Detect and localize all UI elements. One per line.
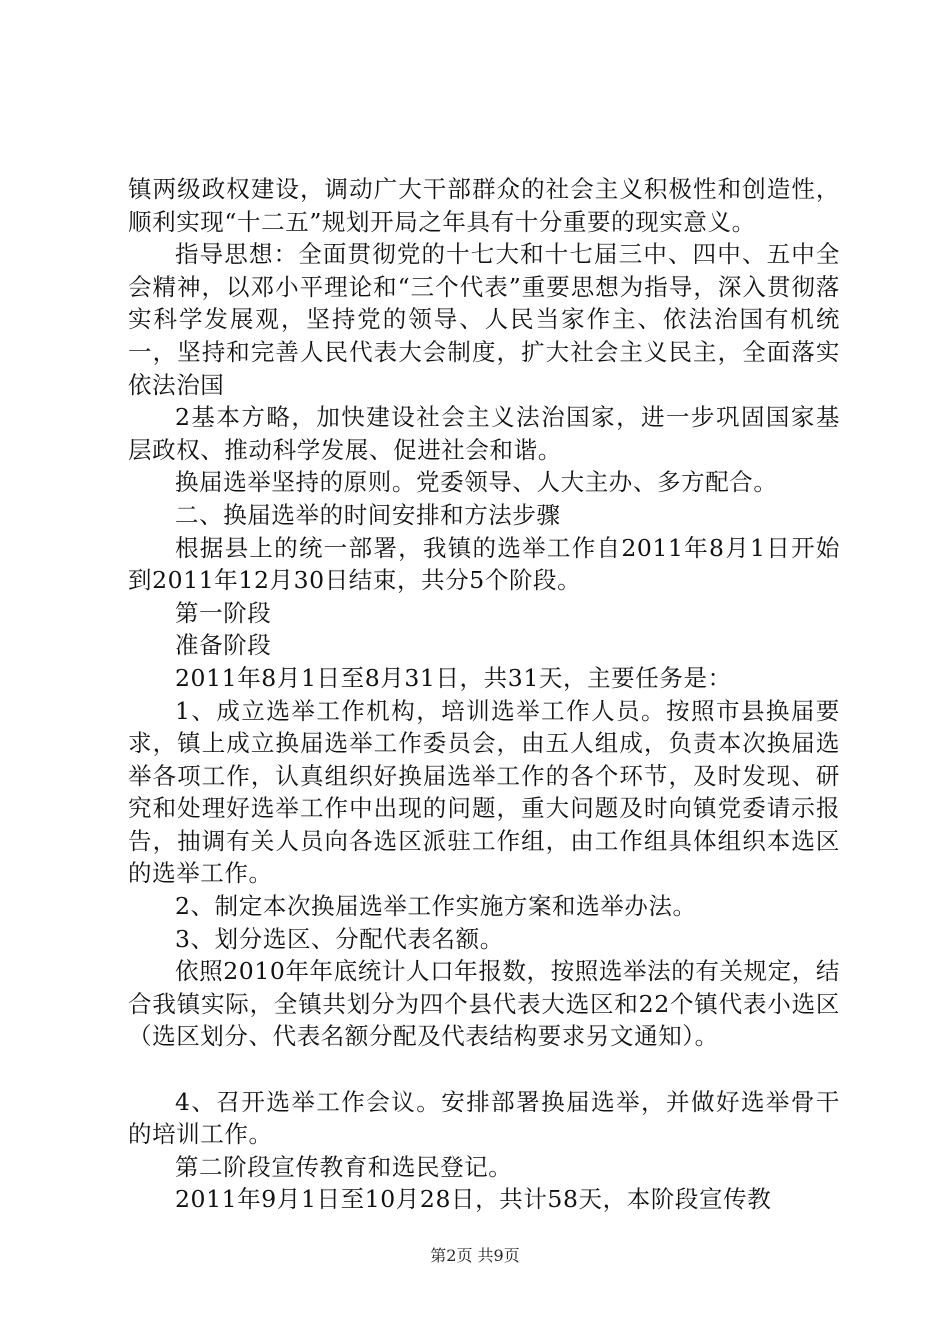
- paragraph: 指导思想：全面贯彻党的十七大和十七届三中、四中、五中全会精神，以邓小平理论和“三个代表”重要思想为指导，深入贯彻落实科学发展观，坚持党的领导、人民当家作主、依法治国有机统一，坚持和完善人民代表大会制度，扩大社会主义民主，全面落实依法治国: [128, 240, 840, 399]
- paragraph: [128, 1053, 840, 1086]
- page-footer: 第2页 共9页: [430, 1246, 520, 1265]
- paragraph: 根据县上的统一部署，我镇的选举工作自2011年8月1日开始到2011年12月30日结束，共分5个阶段。: [128, 533, 840, 595]
- paragraph: 2011年9月1日至10月28日，共计58天，本阶段宣传教: [175, 1185, 772, 1214]
- document-body: [128, 173, 840, 1216]
- paragraph: 第二阶段宣传教育和选民登记。: [175, 1152, 513, 1181]
- paragraph: 3、划分选区、分配代表名额。: [175, 924, 504, 953]
- paragraph: 1、成立选举工作机构，培训选举工作人员。按照市县换届要求，镇上成立换届选举工作委员会，由五人组成，负责本次换届选举各项工作，认真组织好换届选举工作的各个环节，及时发现、研究和处理好选举工作中出现的问题，重大问题及时向镇党委请示报告，抽调有关人员向各选区派驻工作组，由工作组具体组织本选区的选举工作。: [128, 696, 840, 888]
- paragraph: 2基本方略，加快建设社会主义法治国家，进一步巩固国家基层政权、推动科学发展、促进社会和谐。: [128, 403, 840, 464]
- paragraph: 准备阶段: [175, 631, 272, 660]
- paragraph: 2011年8月1日至8月31日，共31天，主要任务是：: [175, 663, 732, 692]
- paragraph: 4、召开选举工作会议。安排部署换届选举，并做好选举骨干的培训工作。: [128, 1087, 840, 1149]
- paragraph: 换届选举坚持的原则。党委领导、人大主办、多方配合。: [175, 468, 778, 497]
- paragraph: 二、换届选举的时间安排和方法步骤: [175, 500, 561, 529]
- paragraph: 依照2010年年底统计人口年报数，按照选举法的有关规定，结合我镇实际，全镇共划分为四个县代表大选区和22个镇代表小选区（选区划分、代表名额分配及代表结构要求另文通知）。: [128, 957, 840, 1051]
- paragraph: 镇两级政权建设，调动广大干部群众的社会主义积极性和创造性，顺利实现“十二五”规划开局之年具有十分重要的现实意义。: [128, 175, 840, 236]
- paragraph: 2、制定本次换届选举工作实施方案和选举办法。: [175, 892, 697, 921]
- paragraph: 第一阶段: [175, 598, 272, 627]
